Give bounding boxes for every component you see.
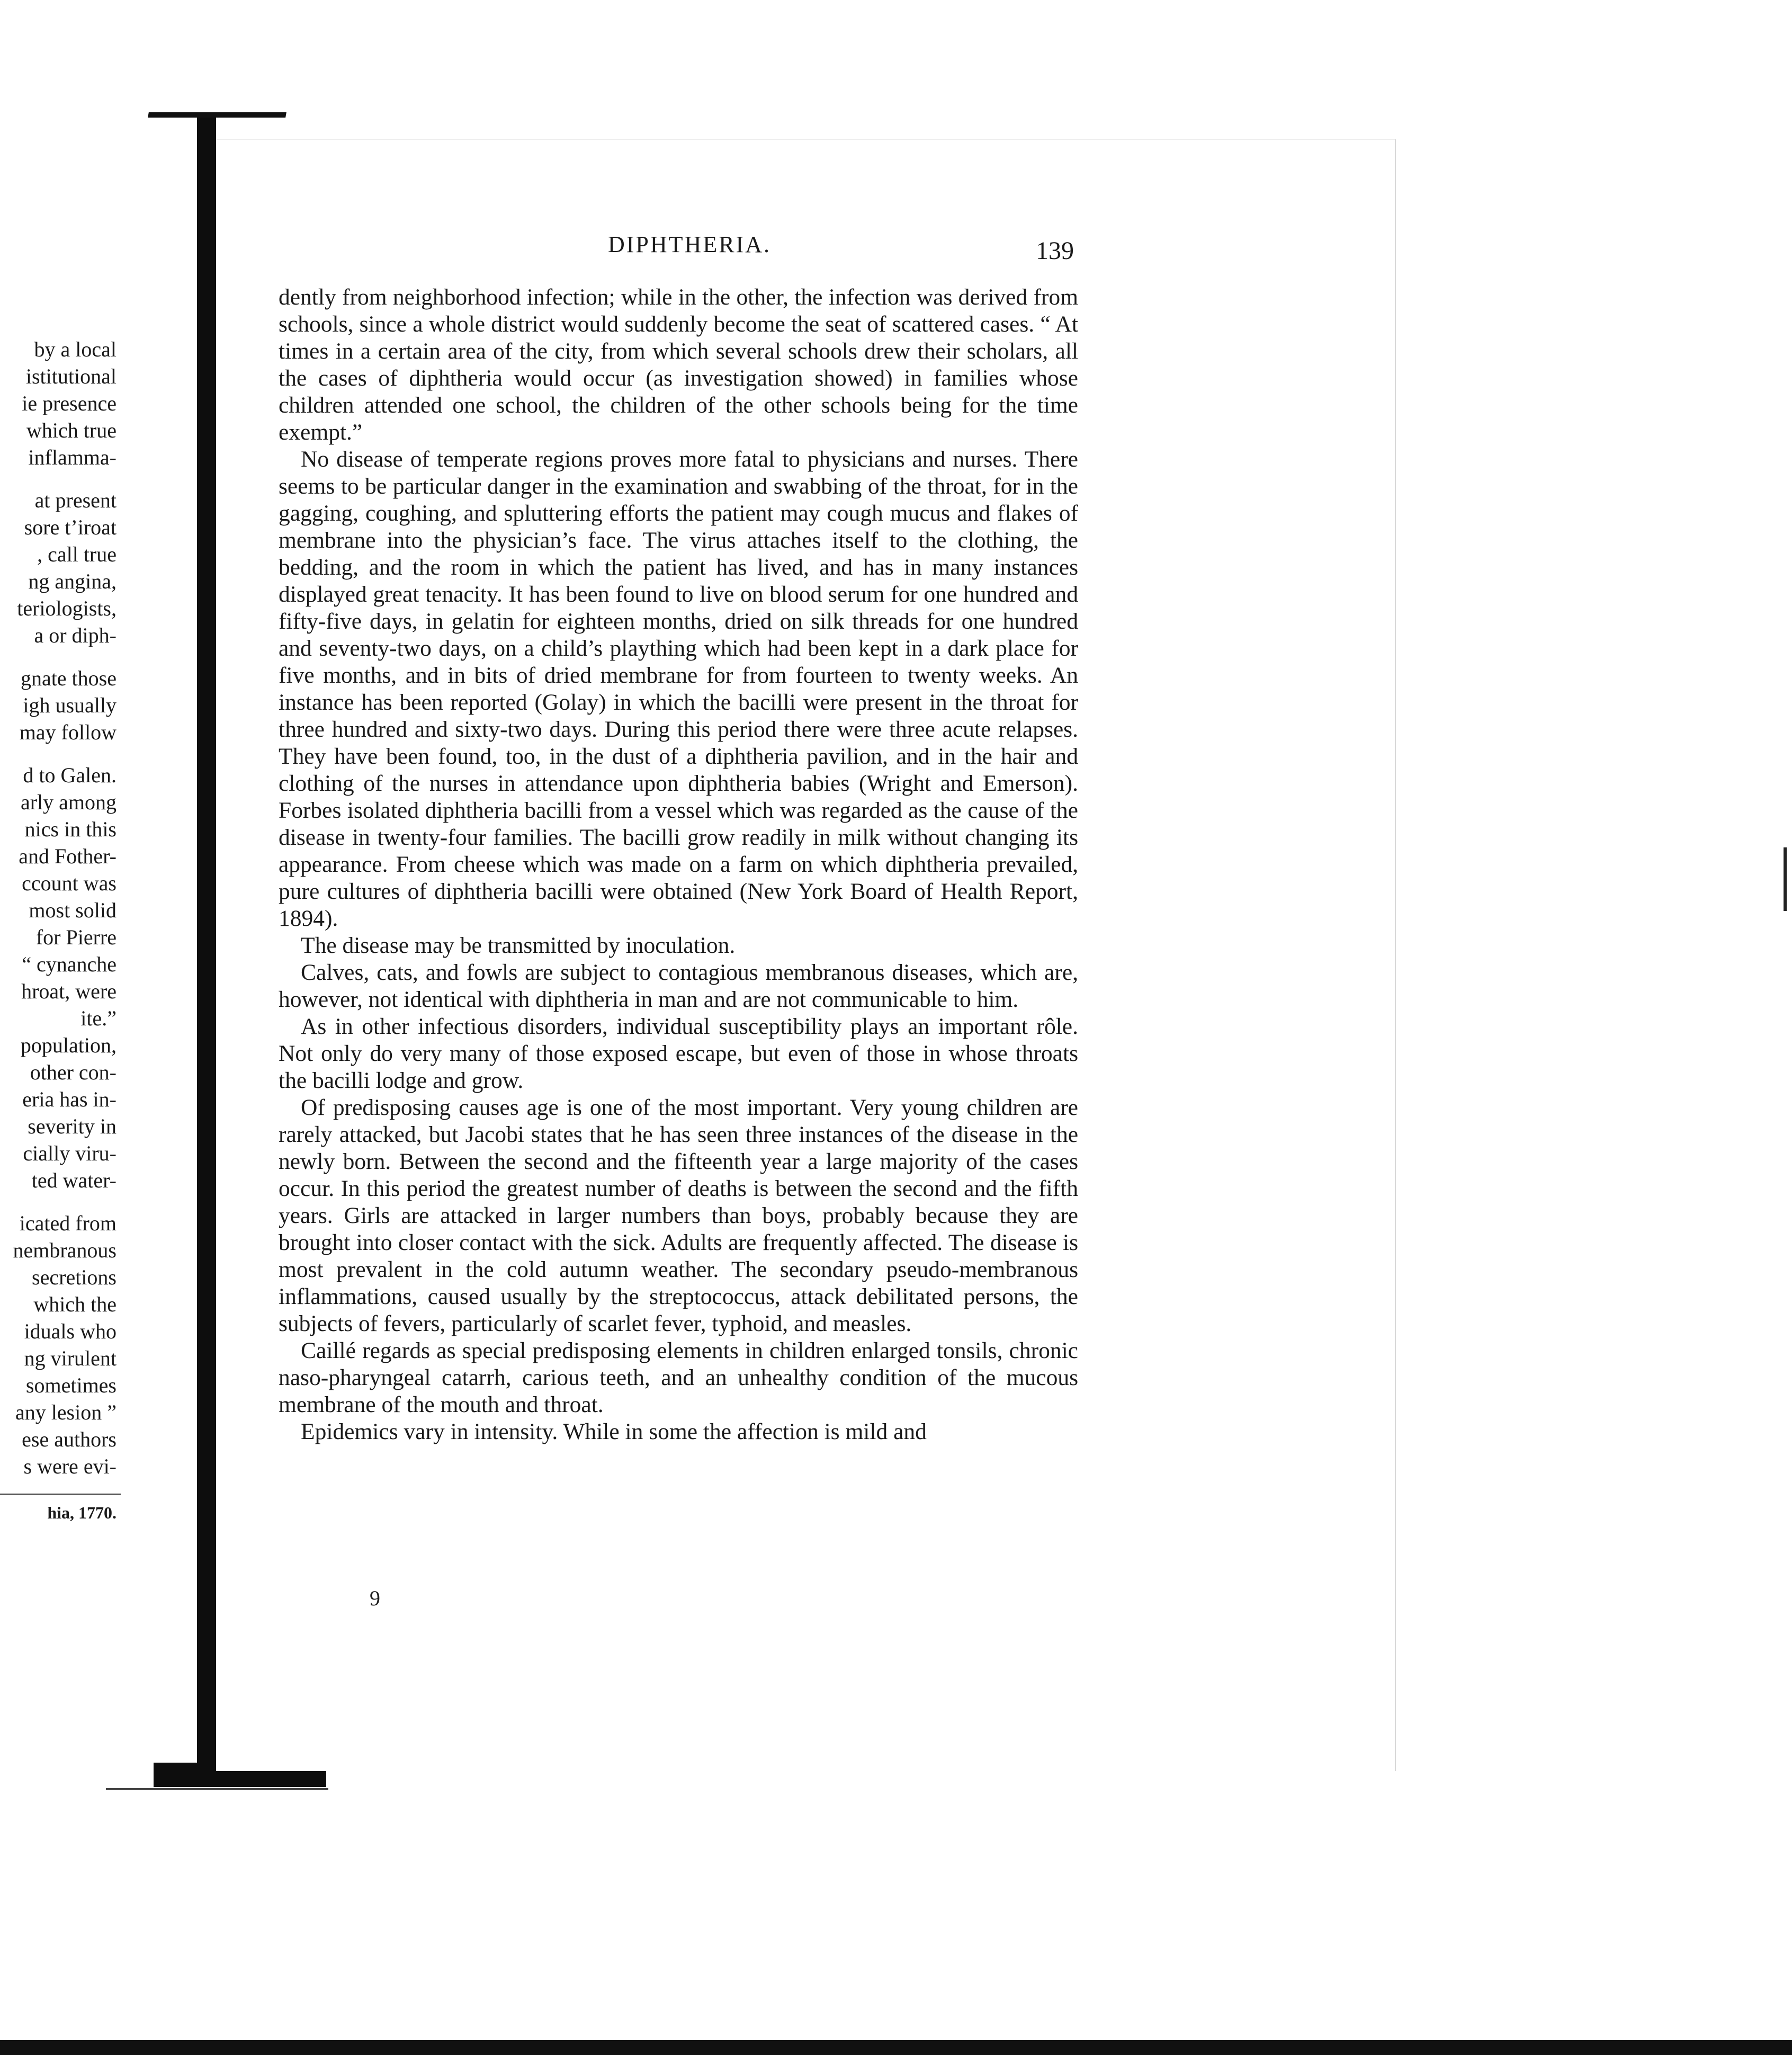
body-text [279, 284, 1078, 1445]
left-page-line: at present [34, 488, 117, 512]
left-page-line: which the [33, 1292, 117, 1316]
left-page-line: igh usually [23, 693, 117, 717]
signature-mark: 9 [370, 1586, 380, 1610]
book-gutter [197, 118, 216, 1765]
left-page-line: hroat, were [21, 979, 117, 1003]
left-page-line: teriologists, [17, 596, 117, 620]
left-page-line: nics in this [24, 817, 117, 841]
running-head: DIPHTHERIA. [608, 231, 771, 257]
left-page-footnote: hia, 1770. [47, 1503, 117, 1522]
left-page-line: icated from [19, 1211, 117, 1235]
left-page-line: a or diph- [34, 623, 117, 647]
binding-bottom-line [106, 1788, 328, 1790]
left-page-line: , call true [37, 542, 117, 566]
left-page-line: severity in [28, 1114, 117, 1138]
left-page-line: which true [26, 418, 117, 442]
left-page-line: eria has in- [22, 1087, 117, 1111]
left-page-line: ng angina, [28, 569, 117, 593]
scan-edge-mark [1784, 847, 1787, 911]
left-page-line: istitutional [25, 364, 117, 388]
paragraph: The disease may be transmitted by inoculation. [301, 933, 736, 958]
footnote-rule [0, 1494, 121, 1495]
left-page-line: by a local [34, 337, 117, 361]
left-page-line: most solid [29, 898, 117, 922]
left-page-line: nembranous [13, 1238, 117, 1262]
left-page-line: other con- [30, 1060, 117, 1084]
paragraph: Of predisposing causes age is one of the most important. Very young children are rarely attacked, but Jacobi states that he has seen three instances of the disease in the newly born. Between the second and the fifteenth year a large majority of the cases occur. In this period the greatest number of deaths is between the second and the fifth years. Girls are attacked in larger numbers than boys, probably because they are brought into closer contact with the sick. Adults are frequently affected. The disease is most prevalent in the cold autumn weather. The secondary pseudo-membranous inflammations, caused usually by the streptococcus, attack debilitated persons, the subjects of fevers, particularly of scarlet fever, typhoid, and measles. [279, 1095, 1078, 1336]
left-facing-page [0, 106, 191, 1801]
left-page-line: for Pierre [35, 925, 117, 949]
paragraph: Calves, cats, and fowls are subject to contagious membranous diseases, which are, however, not identical with diphtheria in man and are not communicable to him. [279, 960, 1078, 1012]
left-page-line: secretions [32, 1265, 117, 1289]
paragraph: Epidemics vary in intensity. While in some the affection is mild and [301, 1419, 927, 1444]
paragraph: Caillé regards as special predisposing elements in children enlarged tonsils, chronic naso-pharyngeal catarrh, carious teeth, and an unhealthy condition of the mucous membrane of the mouth and throat. [279, 1338, 1078, 1417]
binding-top-edge [148, 112, 286, 118]
left-page-line: iduals who [24, 1319, 117, 1343]
left-page-line: “ cynanche [22, 952, 117, 976]
left-page-line: cially viru- [23, 1141, 117, 1165]
left-page-line: ese authors [22, 1427, 117, 1451]
page-number: 139 [1036, 237, 1074, 265]
left-page-line: ccount was [22, 871, 117, 895]
left-page-line: gnate those [20, 666, 117, 690]
left-page-line: arly among [20, 790, 117, 814]
left-page-line: population, [20, 1033, 117, 1057]
left-page-line: sore t’iroat [24, 515, 117, 539]
paragraph: As in other infectious disorders, individual susceptibility plays an important rôle. Not only do very many of those exposed escape, but even of those in whose throats the bacilli lodge and grow. [279, 1014, 1078, 1093]
left-page-line: s were evi- [23, 1454, 117, 1478]
left-page-line: may follow [19, 720, 117, 744]
paragraph: No disease of temperate regions proves more fatal to physicians and nurses. There seems to be particular danger in the examination and swabbing of the throat, for in the gagging, coughing, and spluttering efforts the patient may cough mucus and flakes of membrane into the physician’s face. The virus attaches itself to the clothing, the bedding, and the room in which the patient has lived, and has in many instances displayed great tenacity. It has been found to live on blood serum for one hundred and fifty-five days, in gelatin for eighteen months, dried on silk threads for one hundred and seventy-two days, on a child’s plaything which had been kept in a dark place for five months, and in bits of dried membrane for from fourteen to twenty weeks. An instance has been reported (Golay) in which the bacilli were present in the throat for three hundred and sixty-two days. During this period there were three acute relapses. They have been found, too, in the dust of a diphtheria pavilion, and in the hair and clothing of the nurses in attendance upon diphtheria babies (Wright and Emerson). Forbes isolated diphtheria bacilli from a vessel which was regarded as the cause of the disease in twenty-four families. The bacilli grow readily in milk without changing its appearance. From cheese which was made on a farm on which diphtheria prevailed, pure cultures of diphtheria bacilli were obtained (New York Board of Health Report, 1894). [279, 446, 1078, 931]
left-page-line: inflamma- [28, 445, 117, 469]
paragraph-continued: dently from neighborhood infection; while in the other, the infection was derived from schools, since a whole district would suddenly become the seat of scattered cases. “ At times in a certain area of the city, from which several schools drew their scholars, all the cases of diphtheria would occur (as investigation showed) in families whose children attended one school, the children of the other schools being for the time exempt.” [279, 284, 1078, 445]
left-page-line: any lesion ” [15, 1400, 117, 1424]
left-page-line: and Fother- [19, 844, 117, 868]
left-page-line: ng virulent [24, 1346, 117, 1370]
left-page-line: ite.” [80, 1006, 117, 1030]
left-page-line: sometimes [25, 1373, 117, 1397]
left-page-line: ted water- [31, 1168, 117, 1192]
scan-bottom-border [0, 2040, 1792, 2055]
left-page-line: d to Galen. [23, 763, 117, 787]
right-page [216, 139, 1396, 1771]
left-page-line: ie presence [22, 391, 117, 415]
